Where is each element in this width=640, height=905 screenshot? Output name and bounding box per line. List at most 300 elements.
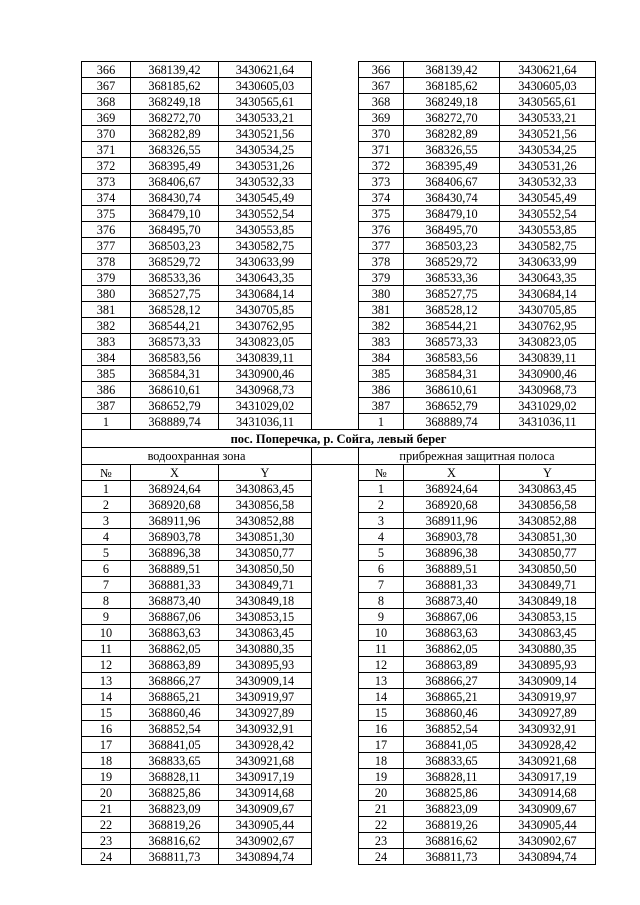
left-y-coordinate: 3430532,33 [219,174,312,190]
right-y-coordinate: 3430909,67 [500,801,596,817]
right-point-number: 21 [359,801,404,817]
table-row [82,721,596,737]
left-x-coordinate: 368430,74 [131,190,219,206]
left-y-coordinate: 3430850,50 [219,561,312,577]
column-gap [312,350,359,366]
left-y-header: Y [219,465,312,481]
column-gap [312,448,359,465]
left-y-coordinate: 3430921,68 [219,753,312,769]
left-x-coordinate: 368528,12 [131,302,219,318]
table-row [82,753,596,769]
left-point-number: 11 [82,641,131,657]
left-x-coordinate: 368610,61 [131,382,219,398]
right-point-number: 387 [359,398,404,414]
right-point-number: 370 [359,126,404,142]
left-x-header: X [131,465,219,481]
table-row [82,561,596,577]
right-point-number: 367 [359,78,404,94]
left-y-coordinate: 3430863,45 [219,625,312,641]
right-y-coordinate: 3430856,58 [500,497,596,513]
column-gap [312,206,359,222]
table-row [82,222,596,238]
left-y-coordinate: 3430762,95 [219,318,312,334]
column-gap [312,318,359,334]
left-x-coordinate: 368533,36 [131,270,219,286]
column-gap [312,238,359,254]
left-y-coordinate: 3430900,46 [219,366,312,382]
lower-rows-section [82,481,596,865]
right-y-coordinate: 3430621,64 [500,62,596,78]
right-x-coordinate: 368610,61 [404,382,500,398]
table-row [82,545,596,561]
right-point-number: 24 [359,849,404,865]
right-point-number: 369 [359,110,404,126]
left-y-coordinate: 3430823,05 [219,334,312,350]
column-gap [312,529,359,545]
left-point-number: 22 [82,817,131,833]
table-row [82,657,596,673]
table-row [82,142,596,158]
column-gap [312,625,359,641]
table-row [82,737,596,753]
left-x-coordinate: 368889,51 [131,561,219,577]
table-row [82,414,596,430]
left-y-coordinate: 3430582,75 [219,238,312,254]
left-y-coordinate: 3430849,18 [219,593,312,609]
table-row [82,126,596,142]
left-zone-title: водоохранная зона [82,448,312,465]
left-point-number: 385 [82,366,131,382]
right-point-number: 1 [359,481,404,497]
column-gap [312,673,359,689]
right-x-coordinate: 368911,96 [404,513,500,529]
right-x-coordinate: 368495,70 [404,222,500,238]
right-y-coordinate: 3430849,71 [500,577,596,593]
left-y-coordinate: 3430605,03 [219,78,312,94]
right-point-number: 12 [359,657,404,673]
column-gap [312,222,359,238]
left-point-number: 7 [82,577,131,593]
left-x-coordinate: 368816,62 [131,833,219,849]
left-point-number: 381 [82,302,131,318]
right-x-coordinate: 368529,72 [404,254,500,270]
left-y-coordinate: 3430905,44 [219,817,312,833]
table-row [82,238,596,254]
left-y-coordinate: 3430968,73 [219,382,312,398]
table-row [82,673,596,689]
right-point-number: 13 [359,673,404,689]
left-point-number: 383 [82,334,131,350]
right-x-coordinate: 368862,05 [404,641,500,657]
right-point-number: 375 [359,206,404,222]
left-y-coordinate: 3430852,88 [219,513,312,529]
column-gap [312,62,359,78]
right-x-coordinate: 368811,73 [404,849,500,865]
column-gap [312,609,359,625]
column-gap [312,769,359,785]
left-point-number: 1 [82,481,131,497]
right-point-number: 14 [359,689,404,705]
right-point-number: 372 [359,158,404,174]
right-y-coordinate: 3430900,46 [500,366,596,382]
column-gap [312,414,359,430]
column-gap [312,801,359,817]
right-point-number: 18 [359,753,404,769]
column-gap [312,689,359,705]
left-y-coordinate: 3430839,11 [219,350,312,366]
left-point-number: 373 [82,174,131,190]
column-gap [312,302,359,318]
left-x-coordinate: 368841,05 [131,737,219,753]
right-x-coordinate: 368889,74 [404,414,500,430]
right-x-coordinate: 368272,70 [404,110,500,126]
column-gap [312,142,359,158]
left-y-coordinate: 3430909,14 [219,673,312,689]
left-point-number: 3 [82,513,131,529]
right-point-number: 385 [359,366,404,382]
section-header [82,430,596,481]
left-y-coordinate: 3430545,49 [219,190,312,206]
left-y-coordinate: 3430894,74 [219,849,312,865]
left-y-coordinate: 3430553,85 [219,222,312,238]
right-y-coordinate: 3430852,88 [500,513,596,529]
table-row [82,286,596,302]
column-gap [312,577,359,593]
column-gap [312,545,359,561]
right-y-coordinate: 3430545,49 [500,190,596,206]
table-row [82,158,596,174]
column-gap [312,513,359,529]
column-gap [312,286,359,302]
left-point-number: 21 [82,801,131,817]
right-x-coordinate: 368852,54 [404,721,500,737]
left-point-number: 12 [82,657,131,673]
left-y-coordinate: 3430521,56 [219,126,312,142]
left-x-coordinate: 368924,64 [131,481,219,497]
right-point-number: 23 [359,833,404,849]
right-y-coordinate: 3430531,26 [500,158,596,174]
right-point-number: 378 [359,254,404,270]
column-gap [312,366,359,382]
right-y-coordinate: 3430582,75 [500,238,596,254]
table-row [82,302,596,318]
right-x-coordinate: 368583,56 [404,350,500,366]
left-x-coordinate: 368873,40 [131,593,219,609]
table-row [82,110,596,126]
table-row [82,190,596,206]
table-row [82,689,596,705]
right-x-coordinate: 368873,40 [404,593,500,609]
section-title: пос. Поперечка, р. Сойга, левый берег [82,430,596,448]
left-point-number: 370 [82,126,131,142]
right-y-coordinate: 3430565,61 [500,94,596,110]
left-y-coordinate: 3430531,26 [219,158,312,174]
right-y-coordinate: 3430521,56 [500,126,596,142]
right-point-number: 5 [359,545,404,561]
left-point-number: 1 [82,414,131,430]
table-row [82,497,596,513]
right-y-coordinate: 3430850,77 [500,545,596,561]
left-y-coordinate: 3430643,35 [219,270,312,286]
right-y-coordinate: 3430863,45 [500,481,596,497]
coordinates-table [81,61,596,865]
left-y-coordinate: 3430534,25 [219,142,312,158]
left-point-number: 8 [82,593,131,609]
right-x-coordinate: 368896,38 [404,545,500,561]
right-y-coordinate: 3430643,35 [500,270,596,286]
table-row [82,78,596,94]
right-point-number: 3 [359,513,404,529]
column-gap [312,817,359,833]
right-point-number: 383 [359,334,404,350]
left-x-coordinate: 368282,89 [131,126,219,142]
left-y-coordinate: 3430851,30 [219,529,312,545]
left-point-number: 366 [82,62,131,78]
left-x-coordinate: 368865,21 [131,689,219,705]
left-x-coordinate: 368584,31 [131,366,219,382]
right-y-coordinate: 3431036,11 [500,414,596,430]
left-point-number: 5 [82,545,131,561]
column-gap [312,721,359,737]
left-point-number: 14 [82,689,131,705]
left-y-coordinate: 3430919,97 [219,689,312,705]
left-x-coordinate: 368527,75 [131,286,219,302]
table-row [82,849,596,865]
left-y-coordinate: 3430927,89 [219,705,312,721]
left-y-coordinate: 3430565,61 [219,94,312,110]
left-x-coordinate: 368911,96 [131,513,219,529]
right-x-coordinate: 368881,33 [404,577,500,593]
left-x-coordinate: 368139,42 [131,62,219,78]
left-x-coordinate: 368544,21 [131,318,219,334]
left-point-number: 369 [82,110,131,126]
right-y-coordinate: 3430534,25 [500,142,596,158]
left-x-coordinate: 368881,33 [131,577,219,593]
upper-rows-section [82,62,596,430]
left-point-number: 375 [82,206,131,222]
table-row [82,641,596,657]
left-point-number: 4 [82,529,131,545]
left-point-number: 6 [82,561,131,577]
left-y-coordinate: 3430853,15 [219,609,312,625]
left-y-coordinate: 3430850,77 [219,545,312,561]
left-y-coordinate: 3430917,19 [219,769,312,785]
column-gap [312,94,359,110]
left-y-coordinate: 3430552,54 [219,206,312,222]
column-gap [312,593,359,609]
column-gap [312,465,359,481]
table-row [82,625,596,641]
right-y-coordinate: 3430914,68 [500,785,596,801]
right-point-number: 22 [359,817,404,833]
right-y-coordinate: 3430850,50 [500,561,596,577]
left-y-coordinate: 3430895,93 [219,657,312,673]
left-y-coordinate: 3430849,71 [219,577,312,593]
column-gap [312,126,359,142]
left-point-number: 15 [82,705,131,721]
right-y-coordinate: 3430839,11 [500,350,596,366]
left-point-number: 17 [82,737,131,753]
right-point-number: 371 [359,142,404,158]
table-row [82,817,596,833]
left-x-coordinate: 368852,54 [131,721,219,737]
table-row [82,769,596,785]
right-point-number: 376 [359,222,404,238]
right-point-number: 368 [359,94,404,110]
left-x-coordinate: 368920,68 [131,497,219,513]
right-point-number: 9 [359,609,404,625]
right-y-header: Y [500,465,596,481]
left-y-coordinate: 3430856,58 [219,497,312,513]
right-y-coordinate: 3430895,93 [500,657,596,673]
column-gap [312,641,359,657]
left-point-number: 23 [82,833,131,849]
left-x-coordinate: 368819,26 [131,817,219,833]
right-x-coordinate: 368652,79 [404,398,500,414]
right-y-coordinate: 3430921,68 [500,753,596,769]
column-gap [312,849,359,865]
right-y-coordinate: 3430705,85 [500,302,596,318]
right-x-coordinate: 368395,49 [404,158,500,174]
right-point-number: 15 [359,705,404,721]
table-row [82,318,596,334]
left-x-coordinate: 368529,72 [131,254,219,270]
table-row [82,833,596,849]
right-x-coordinate: 368867,06 [404,609,500,625]
left-x-coordinate: 368395,49 [131,158,219,174]
right-x-header: X [404,465,500,481]
right-y-coordinate: 3430684,14 [500,286,596,302]
column-gap [312,110,359,126]
table-row [82,609,596,625]
right-x-coordinate: 368825,86 [404,785,500,801]
left-x-coordinate: 368862,05 [131,641,219,657]
left-point-number: 379 [82,270,131,286]
table-row [82,270,596,286]
right-y-coordinate: 3430851,30 [500,529,596,545]
left-y-coordinate: 3430932,91 [219,721,312,737]
table-row [82,94,596,110]
left-x-coordinate: 368866,27 [131,673,219,689]
right-point-number: 374 [359,190,404,206]
left-x-coordinate: 368583,56 [131,350,219,366]
right-x-coordinate: 368249,18 [404,94,500,110]
right-y-coordinate: 3430909,14 [500,673,596,689]
left-y-coordinate: 3430928,42 [219,737,312,753]
left-x-coordinate: 368185,62 [131,78,219,94]
right-y-coordinate: 3430823,05 [500,334,596,350]
column-gap [312,657,359,673]
right-x-coordinate: 368841,05 [404,737,500,753]
right-y-coordinate: 3430894,74 [500,849,596,865]
right-y-coordinate: 3430919,97 [500,689,596,705]
left-x-coordinate: 368406,67 [131,174,219,190]
right-x-coordinate: 368139,42 [404,62,500,78]
column-gap [312,254,359,270]
right-point-number: 2 [359,497,404,513]
right-y-coordinate: 3430968,73 [500,382,596,398]
left-y-coordinate: 3430880,35 [219,641,312,657]
right-point-number: 7 [359,577,404,593]
left-point-number: 9 [82,609,131,625]
left-y-coordinate: 3430633,99 [219,254,312,270]
left-point-number: 24 [82,849,131,865]
right-point-number: 10 [359,625,404,641]
table-row [82,593,596,609]
left-x-coordinate: 368652,79 [131,398,219,414]
right-x-coordinate: 368924,64 [404,481,500,497]
right-zone-title: прибрежная защитная полоса [359,448,596,465]
right-y-coordinate: 3430927,89 [500,705,596,721]
left-x-coordinate: 368272,70 [131,110,219,126]
right-point-number: 1 [359,414,404,430]
table-row [82,206,596,222]
right-point-number: 19 [359,769,404,785]
right-y-coordinate: 3431029,02 [500,398,596,414]
column-gap [312,737,359,753]
right-y-coordinate: 3430762,95 [500,318,596,334]
right-y-coordinate: 3430928,42 [500,737,596,753]
right-point-number: 381 [359,302,404,318]
left-point-number: 19 [82,769,131,785]
column-gap [312,705,359,721]
left-x-coordinate: 368249,18 [131,94,219,110]
right-x-coordinate: 368479,10 [404,206,500,222]
right-point-number: 384 [359,350,404,366]
table-row [82,785,596,801]
left-y-coordinate: 3430705,85 [219,302,312,318]
right-x-coordinate: 368527,75 [404,286,500,302]
table-row [82,174,596,190]
left-point-number: 377 [82,238,131,254]
right-y-coordinate: 3430849,18 [500,593,596,609]
document-page [81,61,595,865]
column-gap [312,753,359,769]
left-x-coordinate: 368833,65 [131,753,219,769]
table-row [82,62,596,78]
left-point-number: 368 [82,94,131,110]
right-y-coordinate: 3430905,44 [500,817,596,833]
right-point-number: 11 [359,641,404,657]
left-point-number: 367 [82,78,131,94]
right-x-coordinate: 368816,62 [404,833,500,849]
table-row [82,366,596,382]
left-x-coordinate: 368811,73 [131,849,219,865]
left-point-number: 10 [82,625,131,641]
left-x-coordinate: 368495,70 [131,222,219,238]
right-x-coordinate: 368528,12 [404,302,500,318]
left-x-coordinate: 368828,11 [131,769,219,785]
right-x-coordinate: 368865,21 [404,689,500,705]
left-point-number: 2 [82,497,131,513]
right-point-number: 382 [359,318,404,334]
right-x-coordinate: 368573,33 [404,334,500,350]
right-y-coordinate: 3430533,21 [500,110,596,126]
right-y-coordinate: 3430880,35 [500,641,596,657]
right-y-coordinate: 3430917,19 [500,769,596,785]
right-x-coordinate: 368863,89 [404,657,500,673]
left-x-coordinate: 368863,89 [131,657,219,673]
left-x-coordinate: 368326,55 [131,142,219,158]
left-num-header: № [82,465,131,481]
right-x-coordinate: 368860,46 [404,705,500,721]
right-x-coordinate: 368889,51 [404,561,500,577]
left-point-number: 387 [82,398,131,414]
table-row [82,513,596,529]
right-y-coordinate: 3430532,33 [500,174,596,190]
left-point-number: 372 [82,158,131,174]
column-gap [312,398,359,414]
